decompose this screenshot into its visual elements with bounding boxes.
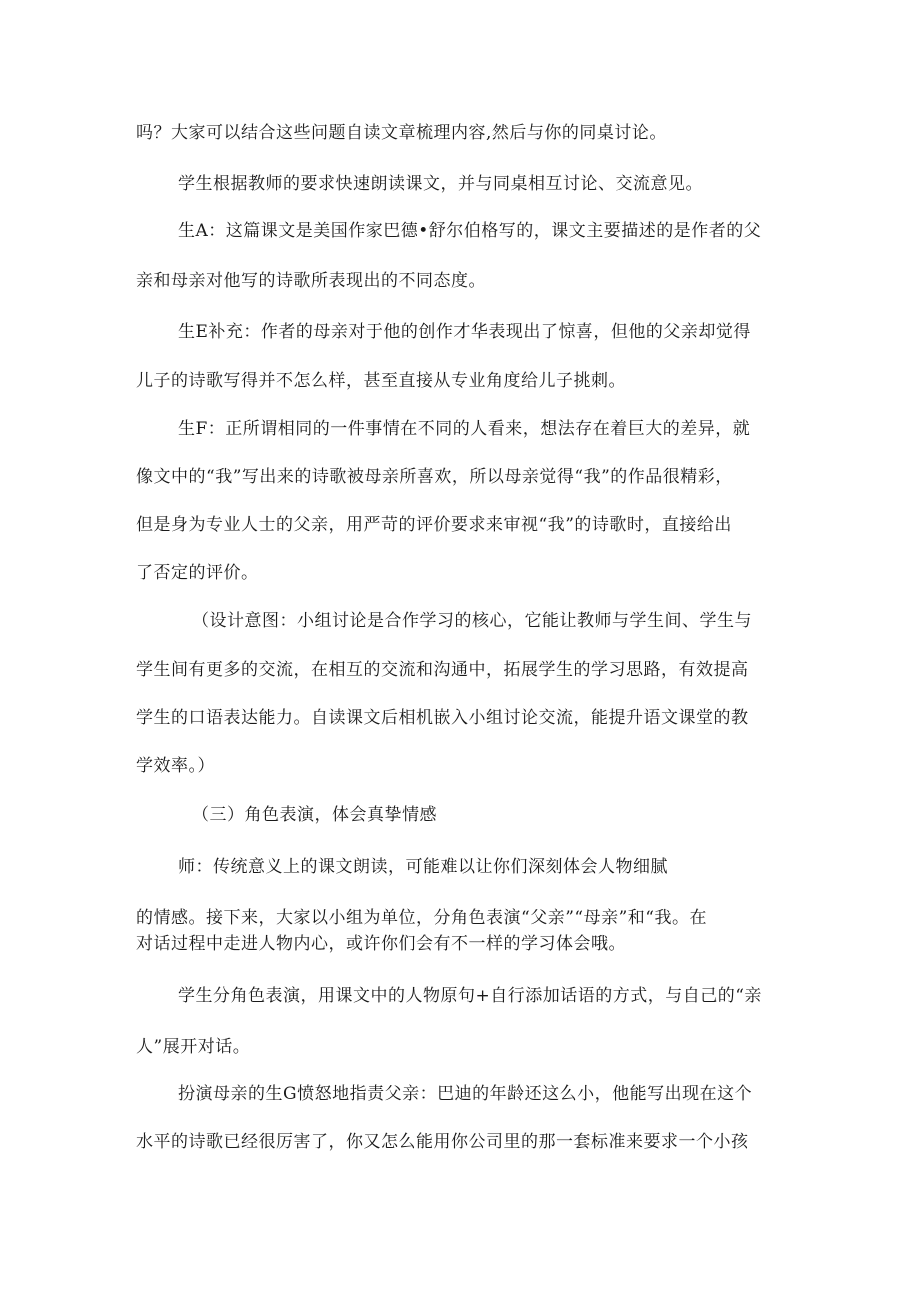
text-line: 亲和母亲对他写的诗歌所表现出的不同态度。 bbox=[136, 271, 486, 291]
text-line: 但是身为专业人士的父亲，用严苛的评价要求来审视“我”的诗歌时，直接给出 bbox=[136, 515, 732, 535]
text-line: 吗？大家可以结合这些问题自读文章梳理内容,然后与你的同桌讨论。 bbox=[136, 123, 667, 143]
text-line: 人”展开对话。 bbox=[136, 1037, 251, 1057]
text-line: 像文中的“我”写出来的诗歌被母亲所喜欢，所以母亲觉得“我”的作品很精彩， bbox=[136, 467, 733, 487]
text-line: 学生分角色表演，用课文中的人物原句+自行添加话语的方式，与自己的“亲 bbox=[178, 986, 762, 1006]
text-line: 学生根据教师的要求快速朗读课文，并与同桌相互讨论、交流意见。 bbox=[178, 174, 703, 194]
text-line: 学生的口语表达能力。自读课文后相机嵌入小组讨论交流，能提升语文课堂的教 bbox=[136, 708, 749, 728]
text-line: 了否定的评价。 bbox=[136, 563, 259, 583]
text-line: 学效率。） bbox=[136, 756, 215, 776]
text-line: 对话过程中走进人物内心，或许你们会有不一样的学习体会哦。 bbox=[136, 934, 626, 954]
text-line: 儿子的诗歌写得并不怎么样，甚至直接从专业角度给儿子挑刺。 bbox=[136, 371, 626, 391]
text-line: 生F：正所谓相同的一件事情在不同的人看来，想法存在着巨大的差异，就 bbox=[178, 419, 751, 439]
text-line: 水平的诗歌已经很厉害了，你又怎么能用你公司里的那一套标准来要求一个小孩 bbox=[136, 1132, 749, 1152]
text-line: 扮演母亲的生G愤怒地指责父亲：巴迪的年龄还这么小，他能写出现在这个 bbox=[178, 1084, 753, 1104]
text-line: 的情感。接下来，大家以小组为单位，分角色表演“父亲”“母亲”和“我。在 bbox=[136, 908, 707, 928]
section-heading: （三）角色表演，体会真挚情感 bbox=[192, 805, 437, 825]
text-line: 生E补充：作者的母亲对于他的创作才华表现出了惊喜，但他的父亲却觉得 bbox=[178, 322, 751, 342]
text-line: 学生间有更多的交流，在相互的交流和沟通中，拓展学生的学习思路，有效提高 bbox=[136, 660, 749, 680]
text-line: （设计意图：小组讨论是合作学习的核心，它能让教师与学生间、学生与 bbox=[192, 611, 752, 631]
text-line: 师：传统意义上的课文朗读，可能难以让你们深刻体会人物细腻 bbox=[178, 857, 668, 877]
text-line: 生A：这篇课文是美国作家巴德•舒尔伯格写的，课文主要描述的是作者的父 bbox=[178, 221, 762, 241]
